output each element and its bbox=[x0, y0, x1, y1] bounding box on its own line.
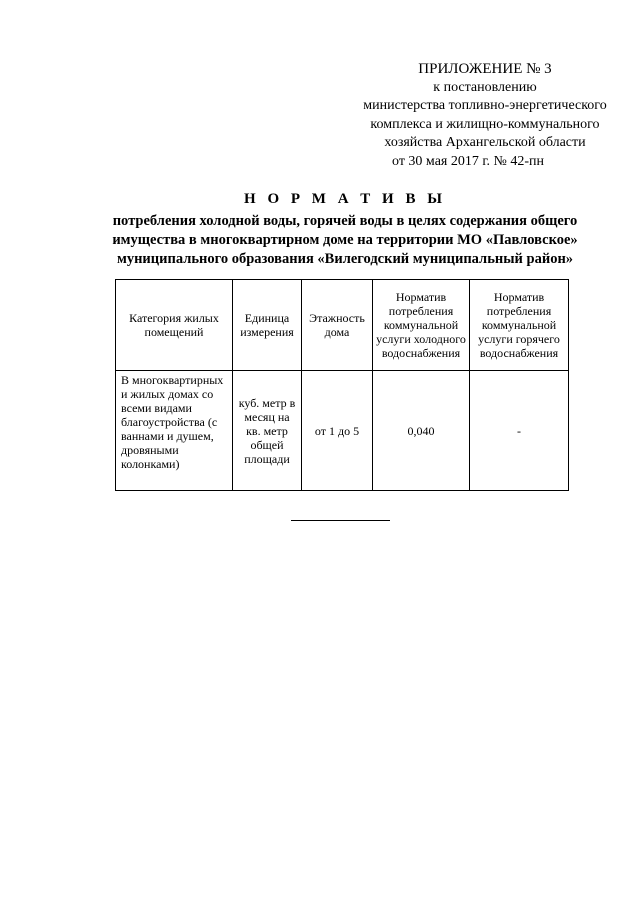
document-title bbox=[60, 190, 630, 269]
header-category: Категория жилых помещений bbox=[116, 280, 233, 371]
document-subtitle-line-2: имущества в многоквартирном доме на территории МО «Павловское» bbox=[112, 232, 578, 248]
header-cold-water-norm: Норматив потребления коммунальной услуги холодного водоснабжения bbox=[373, 280, 470, 371]
closing-rule bbox=[291, 520, 390, 521]
annex-line-2: министерства топливно-энергетического bbox=[363, 98, 607, 113]
annex-line-4: хозяйства Архангельской области bbox=[384, 135, 586, 150]
annex-block bbox=[340, 60, 630, 171]
cell-cold-water-value: 0,040 bbox=[373, 371, 470, 491]
header-floors: Этажность дома bbox=[302, 280, 373, 371]
norms-table bbox=[115, 279, 569, 491]
header-unit: Единица измерения bbox=[233, 280, 302, 371]
annex-date: от 30 мая 2017 г. № 42-пн bbox=[392, 153, 545, 169]
annex-title: ПРИЛОЖЕНИЕ № 3 bbox=[418, 61, 552, 77]
cell-hot-water-value: - bbox=[470, 371, 569, 491]
cell-category: В многоквартирных и жилых домах со всеми видами благоустройства (с ваннами и душем, дровяными колонками) bbox=[116, 371, 233, 491]
cell-unit: куб. метр в месяц на кв. метр общей площади bbox=[233, 371, 302, 491]
annex-line-3: комплекса и жилищно-коммунального bbox=[370, 116, 600, 132]
document-heading: Н О Р М А Т И В Ы bbox=[244, 191, 446, 207]
document-subtitle-line-3: муниципального образования «Вилегодский муниципальный район» bbox=[116, 251, 574, 267]
annex-line-1: к постановлению bbox=[433, 79, 537, 95]
cell-floors: от 1 до 5 bbox=[302, 371, 373, 491]
table-row bbox=[116, 371, 569, 491]
document-subtitle-line-1: потребления холодной воды, горячей воды в целях содержания общего bbox=[112, 213, 578, 229]
table-header-row bbox=[116, 280, 569, 371]
header-hot-water-norm: Норматив потребления коммунальной услуги горячего водоснабжения bbox=[470, 280, 569, 371]
